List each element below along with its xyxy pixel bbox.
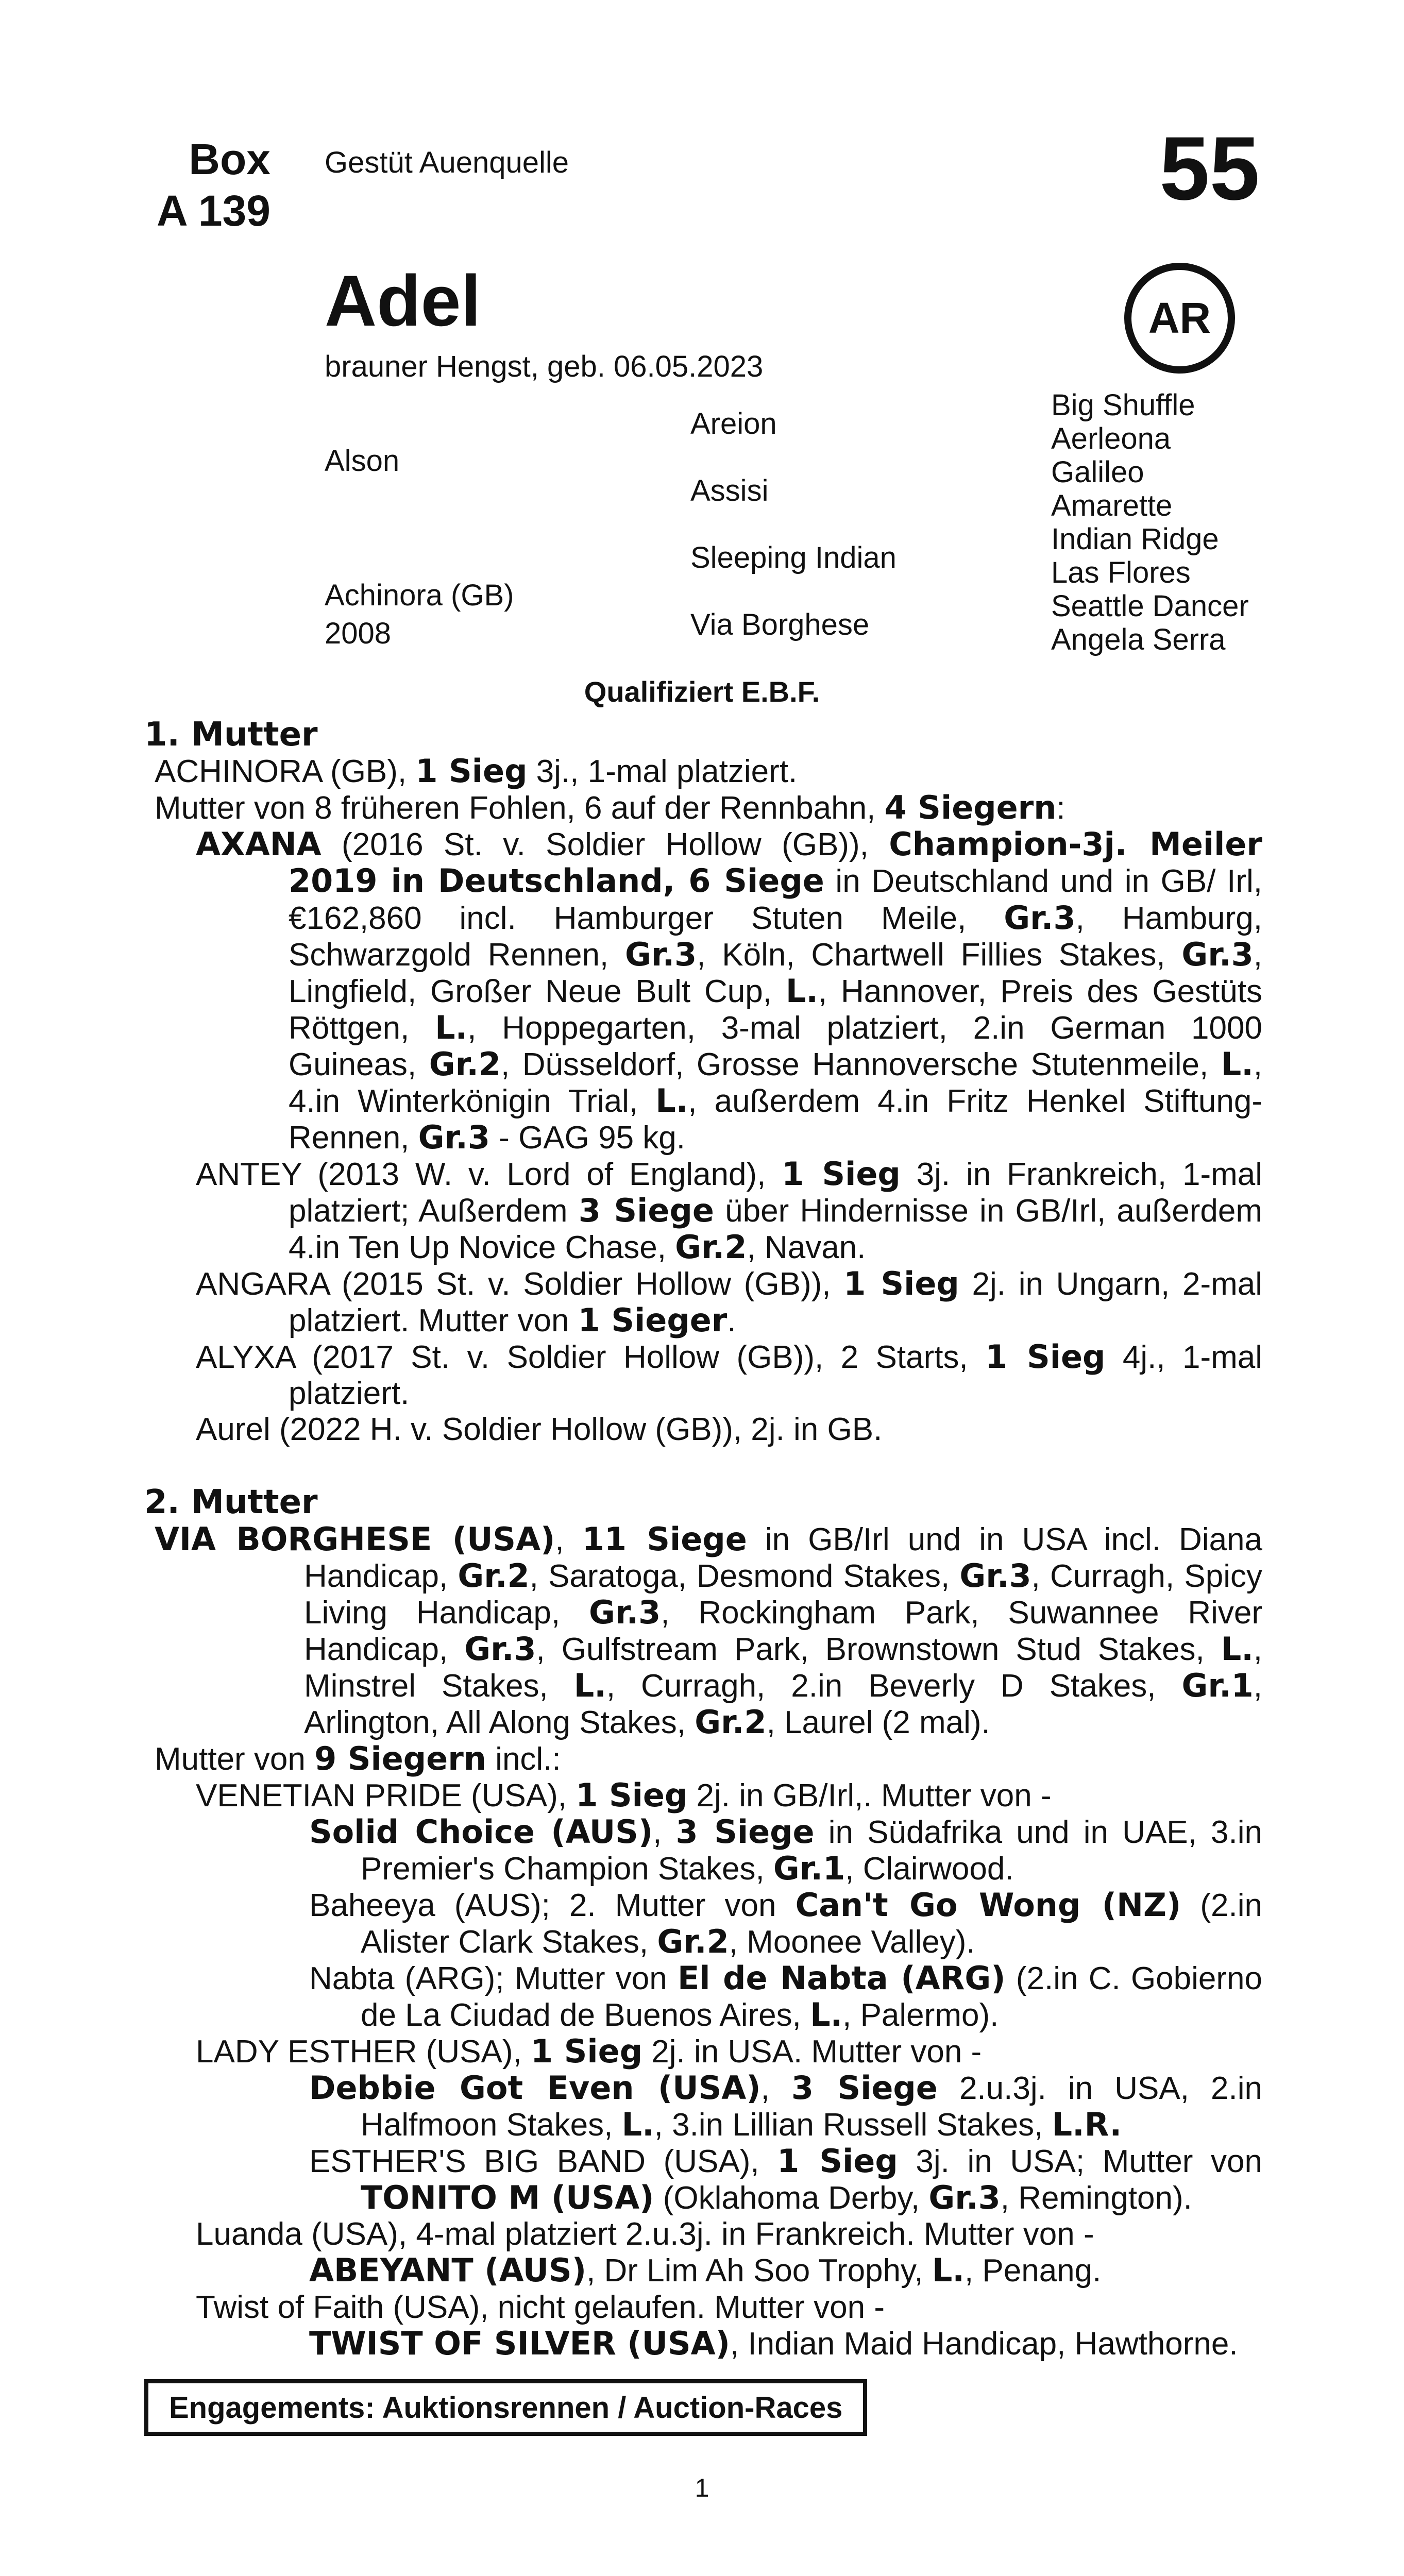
produce-luanda: Luanda (USA), 4-mal platziert 2.u.3j. in Frankreich. Mutter von - — [196, 2216, 1094, 2252]
pedigree-gp-3: Sleeping Indian — [690, 541, 896, 574]
pedigree-sire: Alson — [325, 444, 400, 478]
pedigree-ggp: Big Shuffle — [1051, 388, 1195, 422]
breeder: Gestüt Auenquelle — [325, 146, 569, 179]
pedigree-dam: Achinora (GB) — [325, 579, 514, 612]
section-second-dam: 2. Mutter — [144, 1483, 318, 1522]
pedigree-gp-2: Assisi — [690, 474, 769, 507]
produce-twist-of-faith: Twist of Faith (USA), nicht gelaufen. Mutter von - — [196, 2289, 885, 2325]
engagements-box: Engagements: Auktionsrennen / Auction-Races — [144, 2379, 867, 2436]
second-dam-via-borghese: VIA BORGHESE (USA), 11 Siege in GB/Irl und in USA incl. Diana Handicap, Gr.2, Saratoga, Desmond Stakes, Gr.3, Curragh, Spicy Living Handicap, Gr.3, Rockingham Park, Suwannee River Handicap, Gr.3, Gulfstream Park, Brownstown Stud Stakes, L., Minstrel Stakes, L., Curragh, 2.in Beverly D Stakes, Gr.1, Arlington, All Along Stakes, Gr.2, Laurel (2 mal). — [155, 1520, 1263, 1741]
produce-baheeya: Baheeya (AUS); 2. Mutter von Can't Go Wong (NZ) (2.in Alister Clark Stakes, Gr.2, Moonee Valley). — [309, 1886, 1262, 1961]
produce-angara: ANGARA (2015 St. v. Soldier Hollow (GB)), 1 Sieg 2j. in Ungarn, 2-mal platziert. Mutter von 1 Sieger. — [196, 1264, 1263, 1340]
produce-venetian-pride: VENETIAN PRIDE (USA), 1 Sieg 2j. in GB/Irl,. Mutter von - — [196, 1776, 1052, 1814]
page-number: 1 — [695, 2473, 709, 2502]
produce-axana: AXANA (2016 St. v. Soldier Hollow (GB)), Champion-3j. Meiler 2019 in Deutschland, 6 Siege in Deutschland und in GB/ Irl, €162,860 incl. Hamburger Stuten Meile, Gr.3, Hamburg, Schwarzgold Rennen, Gr.3, Köln, Chartwell Fillies Stakes, Gr.3, Lingfield, Großer Neue Bult Cup, L., Hannover, Preis des Gestüts Röttgen, L., Hoppegarten, 3-mal platziert, 2.in German 1000 Guineas, Gr.2, Düsseldorf, Grosse Hannoversche Stutenmeile, L., 4.in Winterkönigin Trial, L., außerdem 4.in Fritz Henkel Stiftung-Rennen, Gr.3 - GAG 95 kg. — [196, 825, 1263, 1156]
section-first-dam: 1. Mutter — [144, 716, 318, 754]
pedigree-great-grandparents — [1051, 389, 1249, 657]
pedigree-dam-year: 2008 — [325, 617, 392, 650]
box-label: Box — [189, 135, 270, 183]
ar-badge: AR — [1124, 263, 1235, 374]
horse-description: brauner Hengst, geb. 06.05.2023 — [325, 350, 764, 383]
pedigree-ggp: Aerleona — [1051, 421, 1171, 455]
pedigree-gp-4: Via Borghese — [690, 608, 870, 641]
pedigree-ggp: Indian Ridge — [1051, 522, 1219, 556]
pedigree-ggp: Angela Serra — [1051, 622, 1226, 656]
lot-number: 55 — [1159, 118, 1260, 219]
pedigree-ggp: Amarette — [1051, 488, 1173, 522]
pedigree-ggp: Las Flores — [1051, 555, 1191, 589]
produce-alyxa: ALYXA (2017 St. v. Soldier Hollow (GB)), 2 Starts, 1 Sieg 4j., 1-mal platziert. — [196, 1338, 1262, 1412]
produce-abeyant: ABEYANT (AUS), Dr Lim Ah Soo Trophy, L., Penang. — [309, 2251, 1102, 2290]
pedigree-gp-1: Areion — [690, 407, 777, 440]
produce-twist-of-silver: TWIST OF SILVER (USA), Indian Maid Handicap, Hawthorne. — [309, 2324, 1238, 2362]
produce-esthers-big-band: ESTHER'S BIG BAND (USA), 1 Sieg 3j. in USA; Mutter von TONITO M (USA) (Oklahoma Derby, Gr.3, Remington). — [309, 2142, 1263, 2217]
produce-solid-choice: Solid Choice (AUS), 3 Siege in Südafrika und in UAE, 3.in Premier's Champion Stakes, Gr.1, Clairwood. — [309, 1812, 1262, 1887]
horse-name: Adel — [325, 260, 481, 341]
qualification: Qualifiziert E.B.F. — [584, 675, 820, 708]
box-number: A 139 — [156, 187, 270, 235]
produce-debbie-got-even: Debbie Got Even (USA), 3 Siege 2.u.3j. in USA, 2.in Halfmoon Stakes, L., 3.in Lillian Russell Stakes, L.R. — [309, 2069, 1262, 2144]
first-dam-intro: ACHINORA (GB), 1 Sieg 3j., 1-mal platziert. — [155, 752, 798, 790]
second-dam-produce: Mutter von 9 Siegern incl.: — [155, 1739, 561, 1777]
produce-aurel: Aurel (2022 H. v. Soldier Hollow (GB)), 2j. in GB. — [196, 1412, 883, 1448]
pedigree-ggp: Seattle Dancer — [1051, 589, 1249, 623]
produce-antey: ANTEY (2013 W. v. Lord of England), 1 Sieg 3j. in Frankreich, 1-mal platziert; Außerdem 3 Siege über Hindernisse in GB/Irl, außerdem 4.in Ten Up Novice Chase, Gr.2, Navan. — [196, 1155, 1263, 1266]
catalogue-text — [144, 716, 1262, 2362]
produce-lady-esther: LADY ESTHER (USA), 1 Sieg 2j. in USA. Mutter von - — [196, 2032, 982, 2071]
produce-nabta: Nabta (ARG); Mutter von El de Nabta (ARG) (2.in C. Gobierno de La Ciudad de Buenos Aires, L., Palermo). — [309, 1959, 1262, 2034]
first-dam-produce: Mutter von 8 früheren Fohlen, 6 auf der Rennbahn, 4 Siegern: — [155, 789, 1065, 827]
pedigree-ggp: Galileo — [1051, 455, 1144, 489]
